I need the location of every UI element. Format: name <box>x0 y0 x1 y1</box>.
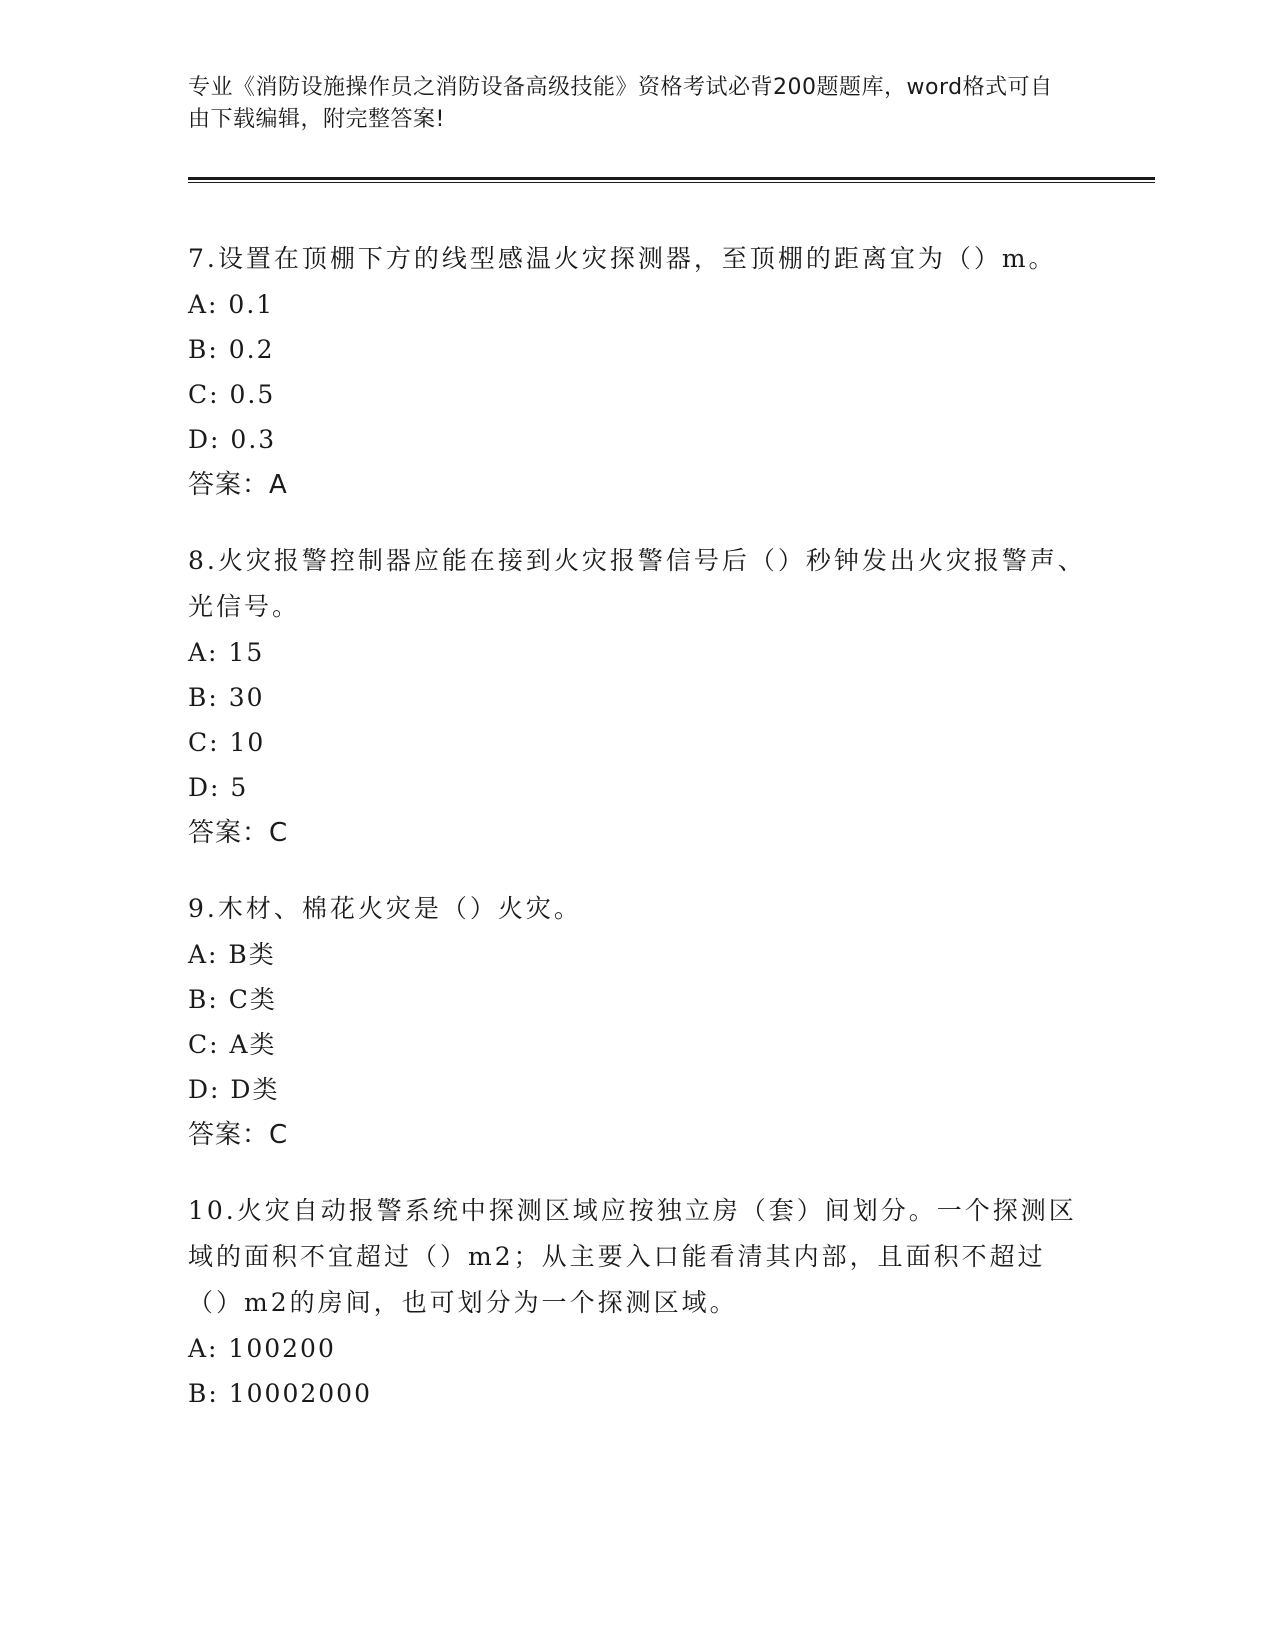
question-stem: 8.火灾报警控制器应能在接到火灾报警信号后（）秒钟发出火灾报警声、光信号。 <box>188 546 1086 621</box>
answer-line: 答案：C <box>188 818 289 848</box>
answer-line: 答案：A <box>188 470 288 500</box>
option-b: B: C类 <box>188 985 277 1014</box>
header-divider-thick <box>188 177 1155 180</box>
header-divider-thin <box>188 182 1155 183</box>
question-9 <box>188 886 1088 1158</box>
question-8 <box>188 538 1088 856</box>
question-stem: 7.设置在顶棚下方的线型感温火灾探测器，至顶棚的距离宜为（）m。 <box>188 244 1057 273</box>
question-stem: 10.火灾自动报警系统中探测区域应按独立房（套）间划分。一个探测区域的面积不宜超过（）m2；从主要入口能看清其内部，且面积不超过（）m2的房间，也可划分为一个探测区域。 <box>188 1196 1077 1317</box>
option-d: D: 0.3 <box>188 425 277 454</box>
option-a: A: 0.1 <box>188 290 275 319</box>
document-header: 专业《消防设施操作员之消防设备高级技能》资格考试必背200题题库，word格式可自由下载编辑，附完整答案! <box>188 75 1053 132</box>
option-a: A: 100200 <box>188 1334 336 1363</box>
option-c: C: 10 <box>188 728 266 757</box>
answer-line: 答案：C <box>188 1120 289 1150</box>
option-b: B: 0.2 <box>188 335 275 364</box>
question-stem: 9.木材、棉花火灾是（）火灾。 <box>188 894 582 923</box>
question-10 <box>188 1188 1088 1416</box>
option-b: B: 30 <box>188 683 265 712</box>
option-c: C: 0.5 <box>188 380 276 409</box>
option-d: D: 5 <box>188 773 249 802</box>
option-a: A: B类 <box>188 940 276 969</box>
option-c: C: A类 <box>188 1030 277 1059</box>
option-b: B: 10002000 <box>188 1379 372 1408</box>
question-list <box>188 236 1088 1446</box>
question-7 <box>188 236 1088 508</box>
option-a: A: 15 <box>188 638 265 667</box>
option-d: D: D类 <box>188 1075 280 1104</box>
